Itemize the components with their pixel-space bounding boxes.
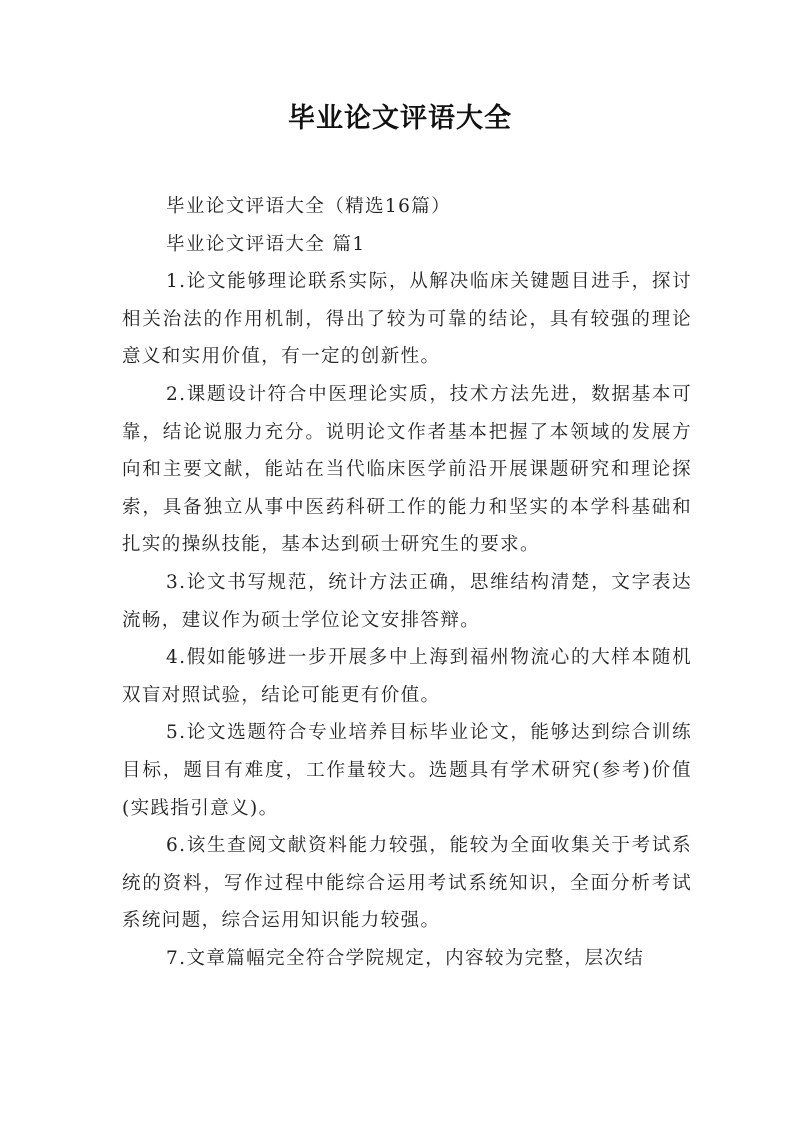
paragraph-7: 7.文章篇幅完全符合学院规定，内容较为完整，层次结 bbox=[166, 947, 645, 969]
paragraph-4: 4.假如能够进一步开展多中上海到福州物流心的大样本随机双盲对照试验，结论可能更有价值。 bbox=[122, 647, 692, 706]
paragraph-6: 6.该生查阅文献资料能力较强，能较为全面收集关于考试系统的资料，写作过程中能综合运用考试系统知识，全面分析考试系统问题，综合运用知识能力较强。 bbox=[122, 835, 692, 932]
document-subtitle: 毕业论文评语大全（精选16篇） bbox=[166, 196, 452, 217]
paragraph-3: 3.论文书写规范，统计方法正确，思维结构清楚，文字表达流畅，建议作为硕士学位论文安排答辩。 bbox=[122, 571, 692, 631]
document-body bbox=[122, 188, 692, 977]
section-heading: 毕业论文评语大全 篇1 bbox=[166, 233, 366, 255]
document-title: 毕业论文评语大全 bbox=[288, 103, 512, 134]
paragraph-2: 2.课题设计符合中医理论实质，技术方法先进，数据基本可靠，结论说服力充分。说明论文作者基本把握了本领域的发展方向和主要文献，能站在当代临床医学前沿开展课题研究和理论探索，具备独立从事中医药科研工作的能力和坚实的本学科基础和扎实的操纵技能，基本达到硕士研究生的要求。 bbox=[122, 383, 692, 556]
paragraph-1: 1.论文能够理论联系实际，从解决临床关键题目进手，探讨相关治法的作用机制，得出了较为可靠的结论，具有较强的理论意义和实用价值，有一定的创新性。 bbox=[122, 271, 692, 368]
paragraph-5: 5.论文选题符合专业培养目标毕业论文，能够达到综合训练目标，题目有难度，工作量较大。选题具有学术研究(参考)价值(实践指引意义)。 bbox=[122, 722, 692, 819]
